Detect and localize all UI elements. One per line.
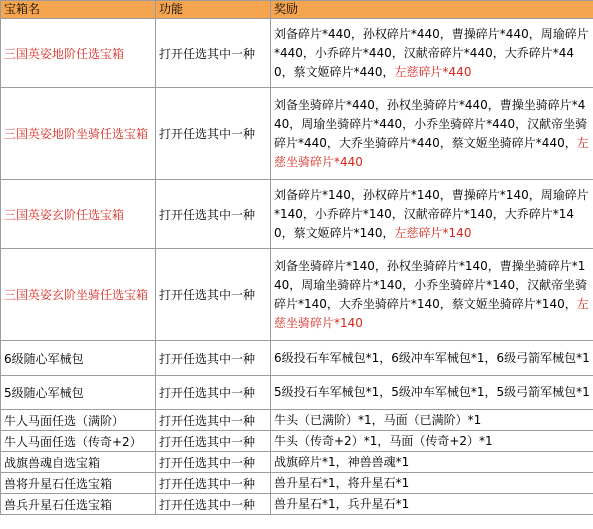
chest-name: 6级随心军械包	[1, 341, 156, 376]
chest-reward	[271, 180, 593, 249]
header-reward: 奖励	[271, 1, 593, 19]
table-row	[1, 452, 593, 473]
chest-function: 打开任选其中一种	[156, 249, 271, 341]
reward-text: 兽升星石*1，兵升星石*1	[274, 496, 410, 511]
reward-highlight: 左慈坐骑碎片*140	[274, 296, 589, 330]
chest-name: 牛人马面任选（满阶）	[1, 410, 156, 431]
table-row	[1, 19, 593, 88]
reward-text: 刘备坐骑碎片*140，孙权坐骑碎片*140，曹操坐骑碎片*140，周瑜坐骑碎片*140，小乔坐骑碎片*140，汉献帝坐骑碎片*140，大乔坐骑碎片*140，蔡文姬坐骑碎片*140，	[274, 258, 588, 311]
table-body	[1, 19, 593, 515]
reward-text: 刘备碎片*440，孙权碎片*440，曹操碎片*440，周瑜碎片*440，小乔碎片*440，汉献帝碎片*440，大乔碎片*440，蔡文姬碎片*440，	[274, 26, 589, 79]
chest-function: 打开任选其中一种	[156, 376, 271, 410]
chest-name: 5级随心军械包	[1, 376, 156, 410]
chest-name: 三国英姿玄阶任选宝箱	[1, 180, 156, 249]
reward-text: 兽升星石*1，将升星石*1	[274, 475, 410, 490]
reward-text: 6级投石车军械包*1，6级冲车军械包*1，6级弓箭军械包*1	[274, 350, 590, 365]
chest-name: 牛人马面任选（传奇+2）	[1, 431, 156, 452]
chest-name: 三国英姿地阶坐骑任选宝箱	[1, 88, 156, 180]
table-row	[1, 341, 593, 376]
header-function: 功能	[156, 1, 271, 19]
chest-reward	[271, 452, 593, 473]
chest-name: 兽将升星石任选宝箱	[1, 473, 156, 494]
chest-function: 打开任选其中一种	[156, 410, 271, 431]
chest-name: 兽兵升星石任选宝箱	[1, 494, 156, 515]
chest-reward	[271, 431, 593, 452]
table-row	[1, 431, 593, 452]
reward-text: 牛头（已满阶）*1，马面（已满阶）*1	[274, 412, 482, 427]
header-row	[1, 1, 593, 19]
table-row	[1, 410, 593, 431]
reward-text: 牛头（传奇+2）*1，马面（传奇+2）*1	[274, 433, 493, 448]
chest-name: 三国英姿玄阶坐骑任选宝箱	[1, 249, 156, 341]
reward-text: 战旗碎片*1，神兽兽魂*1	[274, 454, 410, 469]
chest-reward	[271, 494, 593, 515]
chest-function: 打开任选其中一种	[156, 19, 271, 88]
chest-function: 打开任选其中一种	[156, 341, 271, 376]
chest-reward	[271, 473, 593, 494]
header-name: 宝箱名	[1, 1, 156, 19]
table-row	[1, 88, 593, 180]
chest-reward	[271, 341, 593, 376]
chest-reward	[271, 19, 593, 88]
chest-function: 打开任选其中一种	[156, 494, 271, 515]
chest-reward	[271, 410, 593, 431]
chest-reward	[271, 376, 593, 410]
chest-function: 打开任选其中一种	[156, 180, 271, 249]
reward-highlight: 左慈坐骑碎片*440	[274, 135, 589, 169]
table-row	[1, 249, 593, 341]
table-row	[1, 376, 593, 410]
chest-reward	[271, 249, 593, 341]
chest-reward	[271, 88, 593, 180]
reward-text: 刘备碎片*140，孙权碎片*140，曹操碎片*140，周瑜碎片*140，小乔碎片*140，汉献帝碎片*140，大乔碎片*140，蔡文姬碎片*140，	[274, 187, 589, 240]
chest-function: 打开任选其中一种	[156, 473, 271, 494]
reward-highlight: 左慈碎片*440	[394, 64, 472, 79]
reward-text: 刘备坐骑碎片*440，孙权坐骑碎片*440，曹操坐骑碎片*440，周瑜坐骑碎片*440，小乔坐骑碎片*440，汉献帝坐骑碎片*440，大乔坐骑碎片*440，蔡文姬坐骑碎片*440，	[274, 97, 588, 150]
chest-function: 打开任选其中一种	[156, 452, 271, 473]
table-row	[1, 180, 593, 249]
reward-highlight: 左慈碎片*140	[394, 225, 472, 240]
reward-text: 5级投石车军械包*1，5级冲车军械包*1，5级弓箭军械包*1	[274, 385, 590, 399]
table-row	[1, 494, 593, 515]
chest-function: 打开任选其中一种	[156, 431, 271, 452]
table-row	[1, 473, 593, 494]
chest-name: 战旗兽魂自选宝箱	[1, 452, 156, 473]
chest-function: 打开任选其中一种	[156, 88, 271, 180]
chest-name: 三国英姿地阶任选宝箱	[1, 19, 156, 88]
